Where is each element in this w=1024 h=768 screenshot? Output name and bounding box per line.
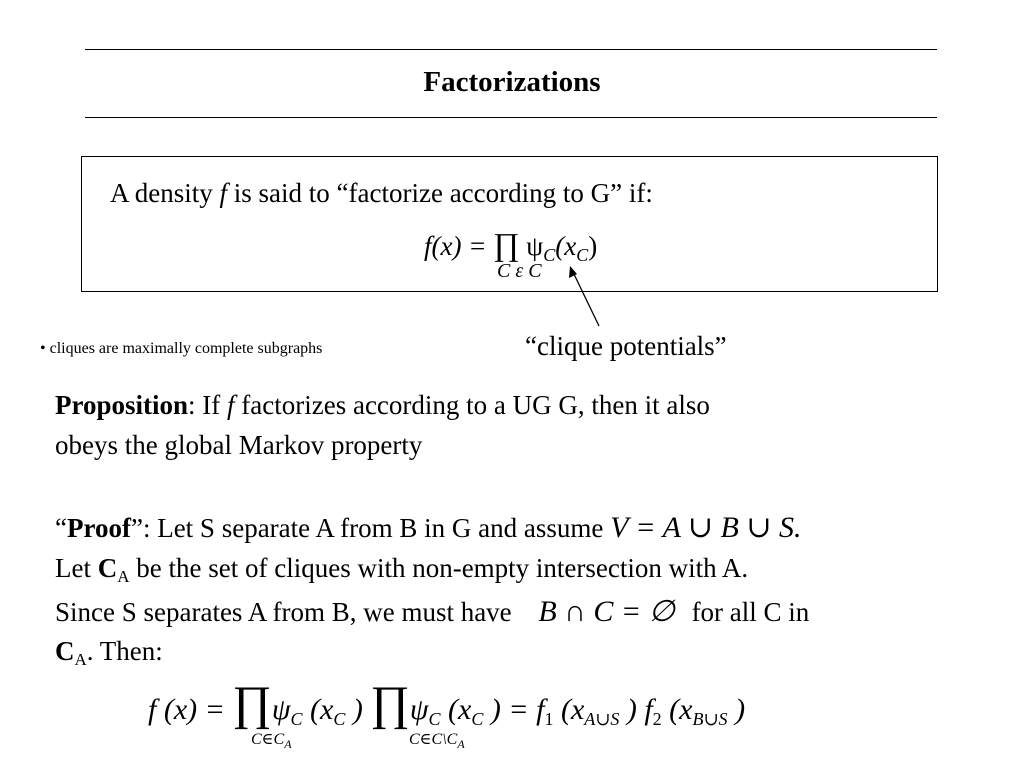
final-factorization-formula: f $(x) = \prod\psi_C$ ($x_C$ ) $\prod\psi_C$ ($x_C$ ) = $f_1$ ($x_{A\cup S}$ ) $f_2$ ($x_{B\cup S}$ ) [148, 677, 746, 730]
vertex-set-equation: V = A ∪ B ∪ S. [610, 511, 802, 544]
product-index: C ε C [497, 260, 542, 282]
slide-title: Factorizations [423, 66, 601, 98]
proof-label: Proof [66, 513, 131, 543]
title-top-rule [85, 49, 937, 50]
proof-line-2: Let CA be the set of cliques with non-empty intersection with A. [55, 553, 749, 586]
proof-line-1: “Proof”: Let S separate A from B in G and assume V = A ∪ B ∪ S. [55, 511, 802, 544]
proposition-label: Proposition [55, 390, 189, 420]
product-index-1: $C\in C_A$ [251, 731, 292, 751]
definition-text: A density f is said to “factorize according to G” if: [110, 178, 653, 208]
clique-potentials-label: “clique potentials” [525, 331, 727, 361]
proposition-line-1: Proposition: If f factorizes according to a UG G, then it also [55, 390, 710, 420]
title-bottom-rule [85, 117, 937, 118]
density-f: f [219, 178, 228, 208]
product-symbol: ∏ [493, 226, 520, 262]
empty-intersection-equation: B ∩ C = ∅ [538, 595, 675, 628]
product-index-2: $C\in C\backslash C_A$ [409, 731, 465, 751]
proof-line-4: CA. Then: [55, 636, 163, 669]
clique-potentials-arrow [560, 264, 610, 330]
cliques-note: • cliques are maximally complete subgraphs [40, 340, 323, 357]
proposition-line-2: obeys the global Markov property [55, 430, 423, 460]
factorization-formula: f(x) = ∏ $\psi_C(x_C)$ [424, 226, 598, 265]
proof-line-3: Since S separates A from B, we must have B ∩ C = ∅ for all C in [55, 595, 810, 628]
